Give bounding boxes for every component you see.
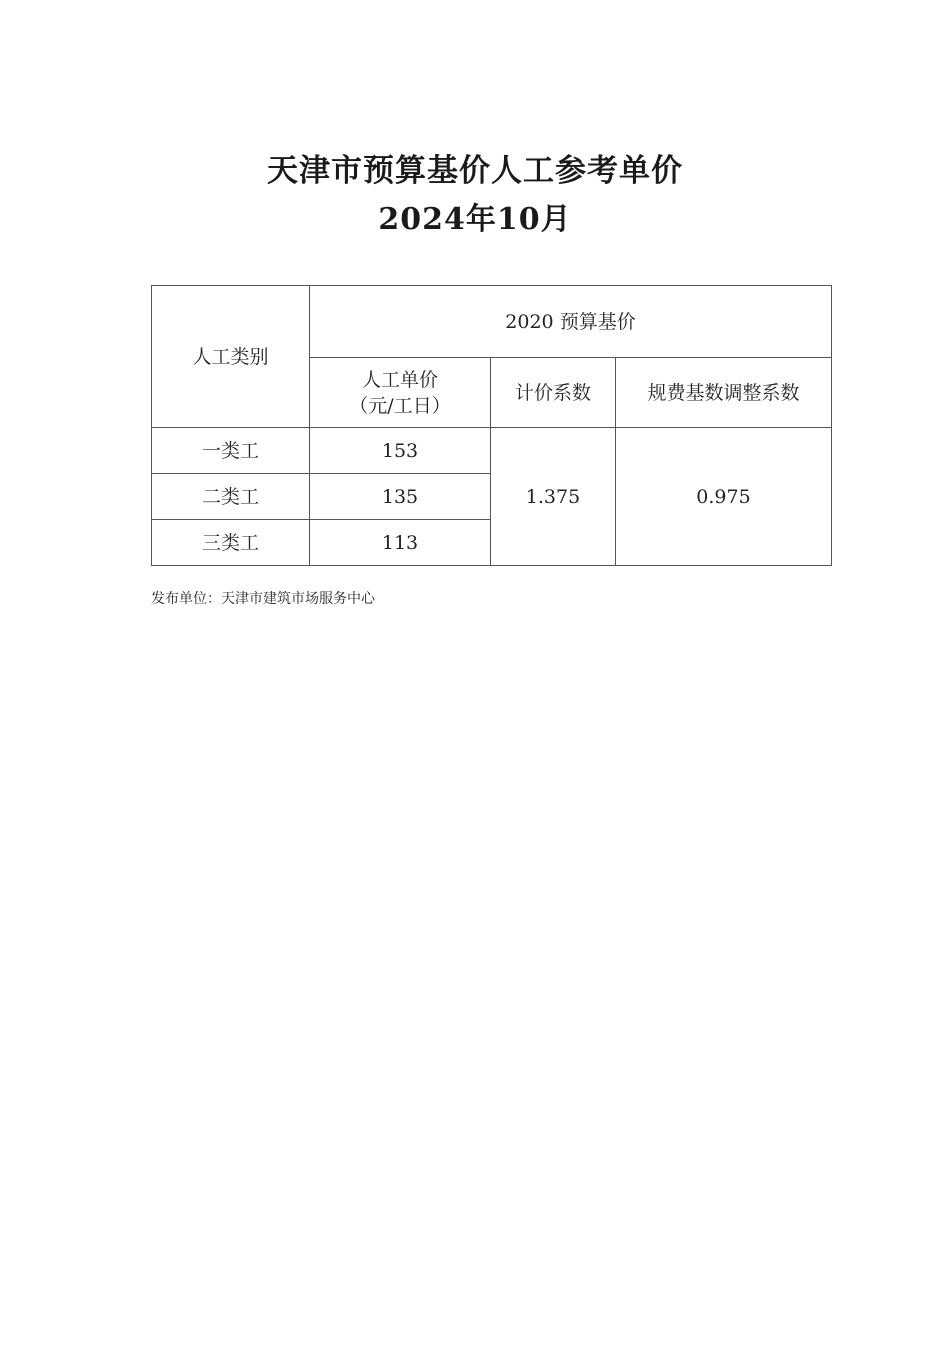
cell-unit-price: 153 bbox=[310, 428, 491, 474]
cell-category: 三类工 bbox=[152, 520, 310, 566]
labor-price-table bbox=[151, 285, 832, 566]
cell-category: 二类工 bbox=[152, 474, 310, 520]
header-pricing-coefficient: 计价系数 bbox=[491, 358, 616, 428]
cell-pricing-coefficient: 1.375 bbox=[491, 428, 616, 566]
table-row bbox=[152, 428, 832, 474]
cell-fee-base-adjust-coefficient: 0.975 bbox=[616, 428, 832, 566]
header-unit-price-label: 人工单价 bbox=[361, 368, 438, 391]
header-budget-base-price: 2020 预算基价 bbox=[310, 286, 832, 358]
cell-category: 一类工 bbox=[152, 428, 310, 474]
document-period: 2024年10月 bbox=[378, 202, 572, 237]
cell-unit-price: 135 bbox=[310, 474, 491, 520]
header-labor-category: 人工类别 bbox=[152, 286, 310, 428]
cell-unit-price: 113 bbox=[310, 520, 491, 566]
header-fee-base-adjust-coefficient: 规费基数调整系数 bbox=[616, 358, 832, 428]
header-unit-price-unit: （元/工日） bbox=[349, 394, 451, 417]
header-labor-unit-price bbox=[310, 358, 491, 428]
publisher-note: 发布单位：天津市建筑市场服务中心 bbox=[151, 591, 375, 607]
document-title: 天津市预算基价人工参考单价 bbox=[267, 153, 683, 189]
